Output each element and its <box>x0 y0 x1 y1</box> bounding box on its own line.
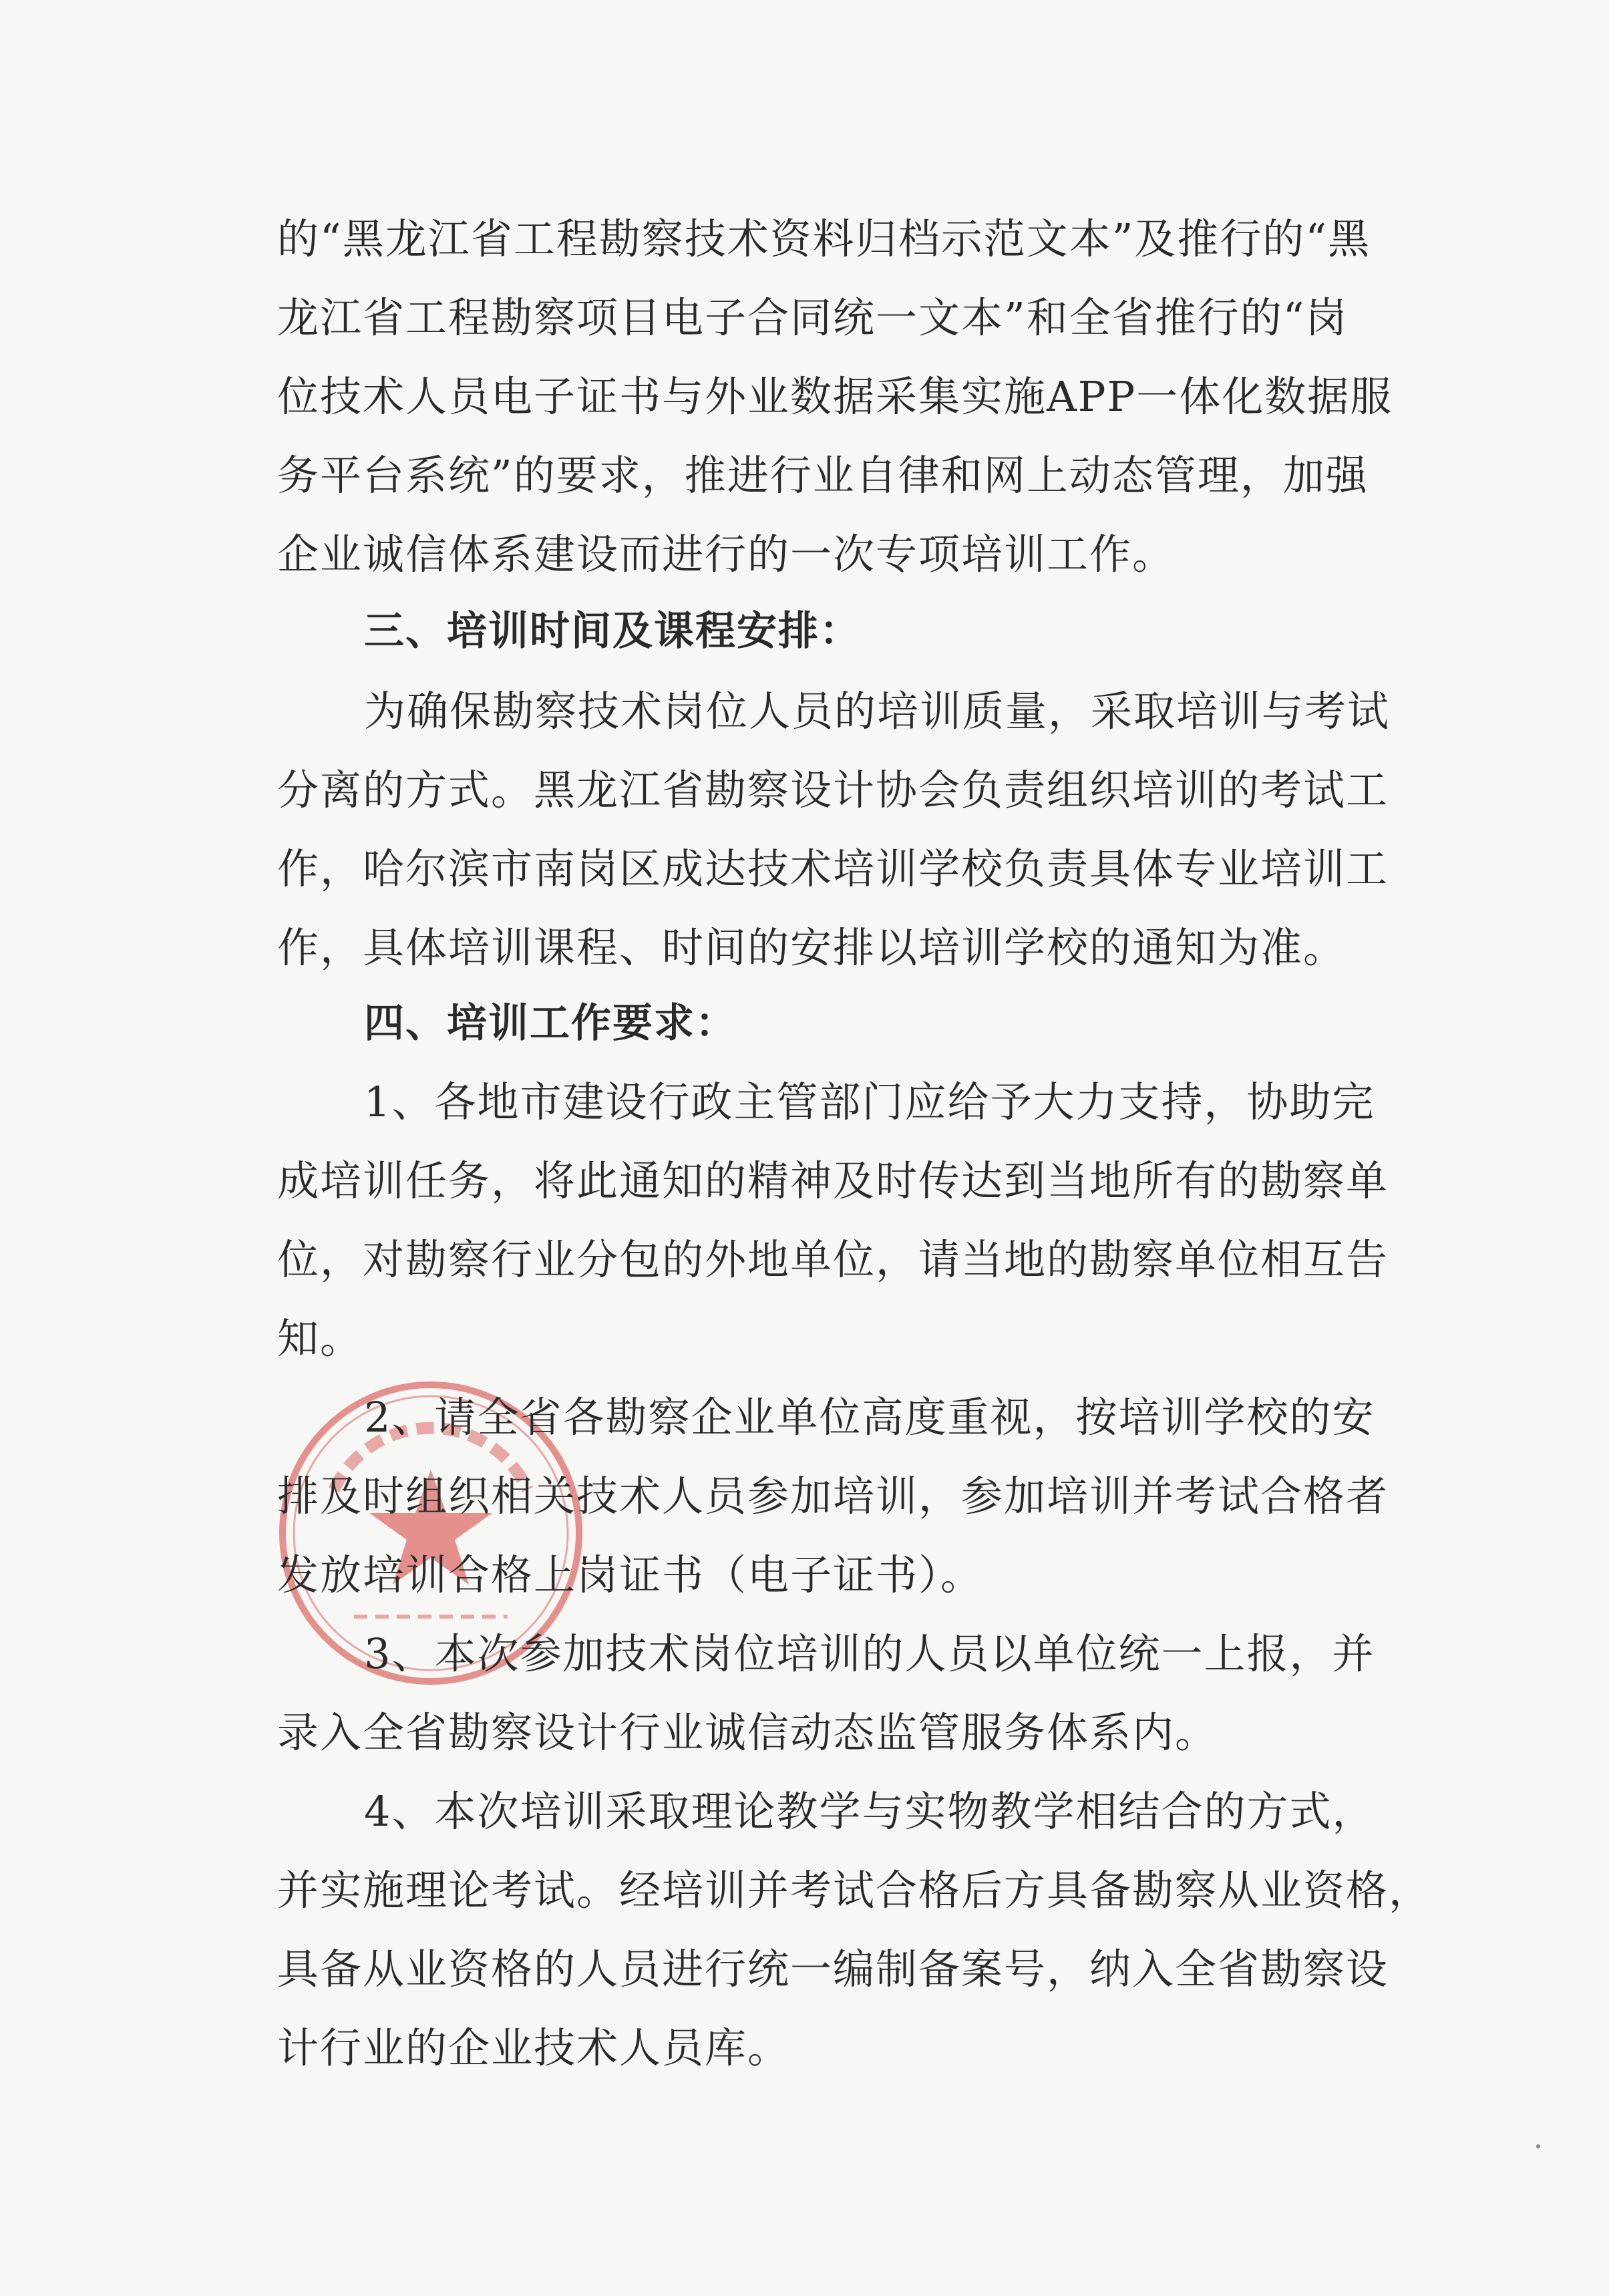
text-line: 龙江省工程勘察项目电子合同统一文本”和全省推行的“岗 <box>277 293 1349 342</box>
section-heading: 三、培训时间及课程安排： <box>364 608 861 655</box>
list-item: 2、请全省各勘察企业单位高度重视，按培训学校的安 <box>364 1393 1375 1442</box>
list-item: 3、本次参加技术岗位培训的人员以单位统一上报，并 <box>364 1629 1375 1678</box>
text-line: 位，对勘察行业分包的外地单位，请当地的勘察单位相互告 <box>277 1235 1389 1284</box>
section-heading: 四、培训工作要求： <box>364 1000 737 1047</box>
text-line: 成培训任务，将此通知的精神及时传达到当地所有的勘察单 <box>277 1156 1389 1205</box>
list-item: 4、本次培训采取理论教学与实物教学相结合的方式， <box>364 1787 1375 1836</box>
text-line: 为确保勘察技术岗位人员的培训质量，采取培训与考试 <box>364 687 1391 735</box>
text-line: 知。 <box>277 1314 363 1363</box>
text-line: 计行业的企业技术人员库。 <box>277 2023 791 2072</box>
text-line: 发放培训合格上岗证书（电子证书）。 <box>277 1550 984 1599</box>
scan-artifact <box>1536 2144 1540 2148</box>
text-line: 位技术人员电子证书与外业数据采集实施APP一体化数据服 <box>277 372 1393 421</box>
text-line: 分离的方式。黑龙江省勘察设计协会负责组织培训的考试工 <box>277 766 1389 814</box>
text-line: 的“黑龙江省工程勘察技术资料归档示范文本”及推行的“黑 <box>277 214 1371 263</box>
text-line: 务平台系统”的要求，推进行业自律和网上动态管理，加强 <box>277 451 1369 500</box>
text-line: 具备从业资格的人员进行统一编制备案号，纳入全省勘察设 <box>277 1945 1389 1993</box>
text-line: 录入全省勘察设计行业诚信动态监管服务体系内。 <box>277 1708 1218 1757</box>
text-line: 企业诚信体系建设而进行的一次专项培训工作。 <box>277 530 1176 579</box>
text-line: 作，哈尔滨市南岗区成达技术培训学校负责具体专业培训工 <box>277 844 1389 893</box>
list-item: 1、各地市建设行政主管部门应给予大力支持，协助完 <box>364 1078 1375 1126</box>
text-line: 作，具体培训课程、时间的安排以培训学校的通知为准。 <box>277 923 1347 972</box>
text-line: 排及时组织相关技术人员参加培训，参加培训并考试合格者 <box>277 1472 1389 1520</box>
text-line: 并实施理论考试。经培训并考试合格后方具备勘察从业资格， <box>277 1866 1432 1915</box>
